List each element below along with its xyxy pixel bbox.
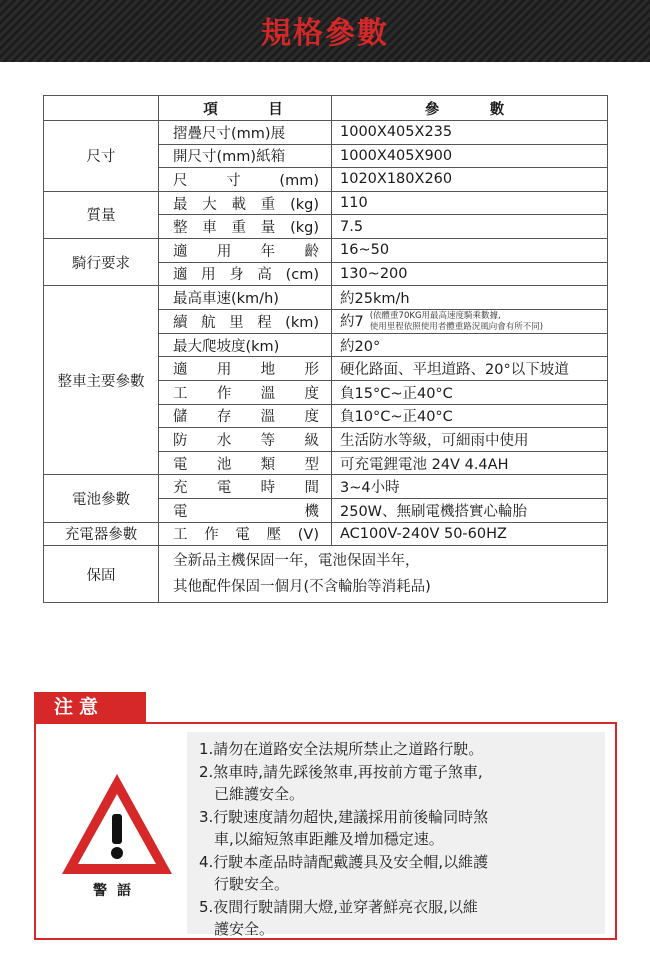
header-banner <box>0 0 650 62</box>
table-row <box>44 121 608 145</box>
item-cell: 儲存溫度 <box>159 404 332 428</box>
page-title: 規格參數 <box>261 16 389 51</box>
category-main-params: 整車主要參數 <box>44 286 159 475</box>
table-row <box>44 238 608 262</box>
value-cell: 7.5 <box>332 215 608 239</box>
list-item: 行駛安全。 <box>199 875 290 893</box>
category-riding: 騎行要求 <box>44 238 159 285</box>
value-cell: 1020X180X260 <box>332 168 608 192</box>
item-cell: 最高車速(km/h) <box>159 286 332 310</box>
item-cell: 最大載重(kg) <box>159 191 332 215</box>
item-cell: 整車重量(kg) <box>159 215 332 239</box>
value-cell: 3~4小時 <box>332 475 608 499</box>
list-item: 1.請勿在道路安全法規所禁止之道路行駛。 <box>199 740 484 758</box>
table-row <box>44 475 608 499</box>
item-cell: 電池類型 <box>159 451 332 475</box>
value-cell: 110 <box>332 191 608 215</box>
value-cell: 130~200 <box>332 262 608 286</box>
list-item: 護安全。 <box>199 920 275 938</box>
item-cell: 尺寸(mm) <box>159 168 332 192</box>
value-cell: 生活防水等級，可細雨中使用 <box>332 428 608 452</box>
list-item: 2.煞車時,請先踩後煞車,再按前方電子煞車, <box>199 762 483 781</box>
value-cell: 16~50 <box>332 238 608 262</box>
value-cell: AC100V-240V 50-60HZ <box>332 522 608 546</box>
value-cell: 約25km/h <box>332 286 608 310</box>
warranty-value <box>159 546 608 603</box>
table-row <box>44 286 608 310</box>
list-item: 已維護安全。 <box>199 785 305 803</box>
item-cell: 摺疊尺寸(mm)展 <box>159 121 332 145</box>
value-cell: 硬化路面、平坦道路、20°以下坡道 <box>332 357 608 381</box>
range-note-line1: (依體重70KG用最高速度騎乘數據, <box>369 310 501 321</box>
list-item: 車,以縮短煞車距離及增加穩定速。 <box>199 830 444 848</box>
item-cell: 工作溫度 <box>159 380 332 404</box>
list-item: 4.行駛本產品時請配戴護具及安全帽,以維護 <box>199 852 489 871</box>
item-cell: 防水等級 <box>159 428 332 452</box>
range-note-line2: 使用里程依照使用者體重路況風向會有所不同) <box>369 321 544 332</box>
value-cell: 負15°C~正40°C <box>332 380 608 404</box>
warranty-line: 其他配件保固一個月(不含輪胎等消耗品) <box>173 579 431 596</box>
warning-label: 警語 <box>93 883 141 899</box>
value-cell: 1000X405X900 <box>332 144 608 168</box>
item-cell: 最大爬坡度(km) <box>159 333 332 357</box>
table-row <box>44 522 608 546</box>
item-cell: 電機 <box>159 498 332 522</box>
notice-list <box>187 732 605 938</box>
notice-tab: 注意 <box>34 692 146 722</box>
table-row <box>44 546 608 603</box>
warranty-line: 全新品主機保固一年，電池保固半年， <box>173 553 420 570</box>
category-charger: 充電器參數 <box>44 522 159 546</box>
category-warranty: 保固 <box>44 546 159 603</box>
list-item: 5.夜間行駛請開大燈,並穿著鮮亮衣服,以維 <box>199 897 478 916</box>
value-cell <box>332 309 608 333</box>
item-cell: 充電時間 <box>159 475 332 499</box>
list-item: 3.行駛速度請勿超快,建議採用前後輪同時煞 <box>199 807 489 826</box>
item-cell: 開尺寸(mm)紙箱 <box>159 144 332 168</box>
warning-triangle-icon <box>58 770 176 880</box>
table-header-row <box>44 96 608 121</box>
value-cell: 1000X405X235 <box>332 121 608 145</box>
value-cell: 可充電鋰電池 24V 4.4AH <box>332 451 608 475</box>
item-cell: 適用身高(cm) <box>159 262 332 286</box>
category-mass: 質量 <box>44 191 159 238</box>
spec-table <box>43 95 608 603</box>
range-note <box>370 311 543 333</box>
value-cell: 負10°C~正40°C <box>332 404 608 428</box>
item-cell: 適用地形 <box>159 357 332 381</box>
item-cell: 續航里程(km) <box>159 309 332 333</box>
item-cell: 工作電壓(V) <box>159 522 332 546</box>
range-value: 約7 <box>340 313 364 330</box>
category-size: 尺寸 <box>44 121 159 192</box>
table-row <box>44 191 608 215</box>
header-item: 項 目 <box>159 96 332 121</box>
category-battery: 電池參數 <box>44 475 159 522</box>
value-cell: 250W、無刷電機搭實心輪胎 <box>332 498 608 522</box>
item-cell: 適用年齡 <box>159 238 332 262</box>
header-blank-cell <box>44 96 159 121</box>
header-value: 參 數 <box>332 96 608 121</box>
value-cell: 約20° <box>332 333 608 357</box>
